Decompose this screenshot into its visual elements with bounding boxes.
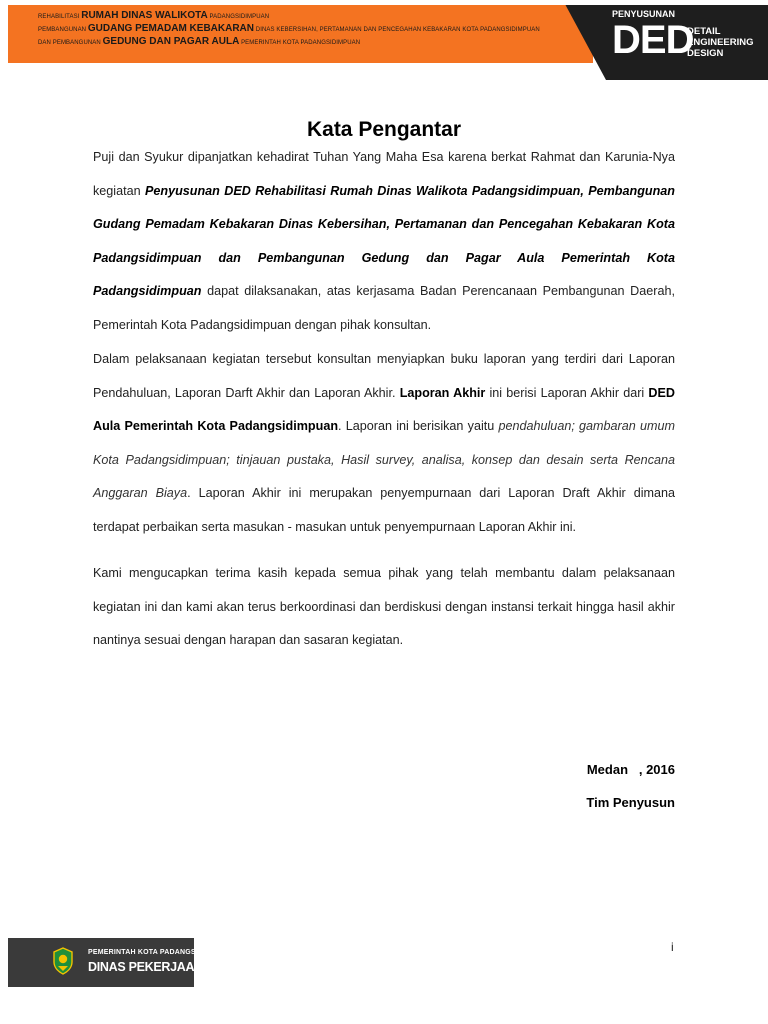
p2-text-3: ini berisi Laporan Akhir dari xyxy=(485,385,649,400)
page-title: Kata Pengantar xyxy=(306,118,462,141)
p1-text-3: dapat dilaksanakan, atas kerjasama Badan Perencanaan Pembangunan Daerah, Pemerintah Kota Padangsidimpuan dengan pihak konsultan. xyxy=(93,284,675,332)
header-line-2-prefix: PEMBANGUNAN xyxy=(38,27,87,33)
government-emblem-icon xyxy=(52,947,74,975)
p2-text-5: . Laporan ini berisikan yaitu xyxy=(338,419,499,433)
p1-project-names: Penyusunan DED Rehabilitasi Rumah Dinas Walikota Padangsidimpuan, Pembangunan Gudang Pemadam Kebakaran Dinas Kebersihan, Pertamanan dan Pencegahan Kebakaran Kota Padangsidimpuan dan Pembangunan Gedung dan Pagar Aula Pemerintah Kota Padangsidimpuan xyxy=(93,183,675,298)
header-line-3-suffix: PEMERINTAH KOTA PADANGSIDIMPUAN xyxy=(241,40,361,46)
ded-words xyxy=(687,26,754,59)
p1-text-1: Puji dan Syukur dipanjatkan kehadirat Tuhan Yang Maha Esa karena berkat Rahmat dan Karunia-Nya kegiatan xyxy=(93,150,675,198)
header-line-3-prefix: DAN PEMBANGUNAN xyxy=(38,40,101,46)
header-line-2-suffix: DINAS KEBERSIHAN, PERTAMANAN DAN PENCEGAHAN KEBAKARAN KOTA PADANGSIDIMPUAN xyxy=(255,27,540,33)
footer-line-1: PEMERINTAH KOTA PADANGSIDIMPUAN xyxy=(88,949,232,956)
ded-logo-text: DED xyxy=(612,18,694,62)
header-line-1-bold: RUMAH DINAS WALIKOTA xyxy=(81,10,208,21)
p2-text-7: . Laporan Akhir ini merupakan penyempurnaan dari Laporan Draft Akhir dimana terdapat perbaikan serta masukan - masukan untuk penyempurnaan Laporan Akhir ini. xyxy=(93,486,675,534)
header-line-3-bold: GEDUNG DAN PAGAR AULA xyxy=(102,36,240,47)
ded-word-design: DESIGN xyxy=(687,48,724,59)
ded-word-detail: DETAIL xyxy=(687,26,721,37)
p2-text-1: Dalam pelaksanaan kegiatan tersebut konsultan menyiapkan buku laporan yang terdiri dari Laporan Pendahuluan, Laporan Darft Akhir dan Laporan Akhir. xyxy=(93,352,675,400)
header-line-1-prefix: REHABILITASI xyxy=(38,14,80,20)
paragraph-1 xyxy=(93,141,675,342)
footer-badge xyxy=(8,938,244,987)
header-project-title xyxy=(38,10,540,49)
p2-contents-list: pendahuluan; gambaran umum Kota Padangsidimpuan; tinjauan pustaka, Hasil survey, analisa, konsep dan desain serta Rencana Anggaran Biaya xyxy=(93,419,675,500)
p2-ded-aula: DED Aula Pemerintah Kota Padangsidimpuan xyxy=(93,385,676,433)
header-line-1 xyxy=(38,10,540,23)
ded-caption: PENYUSUNAN xyxy=(612,9,676,19)
header-line-2-bold: GUDANG PEMADAM KEBAKARAN xyxy=(87,23,254,34)
p2-laporan-akhir: Laporan Akhir xyxy=(399,385,486,400)
header-line-2 xyxy=(38,23,540,36)
header-line-3 xyxy=(38,36,540,49)
paragraph-3: Kami mengucapkan terima kasih kepada semua pihak yang telah membantu dalam pelaksanaan kegiatan ini dan kami akan terus berkoordinasi dan berdiskusi dengan instansi terkait hingga hasil akhir nantinya sesuai dengan harapan dan sasaran kegiatan. xyxy=(93,566,675,647)
page-number: i xyxy=(671,940,674,954)
footer-line-2: DINAS PEKERJAAN UMUM xyxy=(88,960,244,974)
header-line-1-suffix: PADANGSIDIMPUAN xyxy=(209,14,270,20)
signature-place-date: Medan , 2016 xyxy=(586,762,675,777)
paragraph-2 xyxy=(93,343,675,544)
ded-word-engineering: ENGINEERING xyxy=(687,37,754,48)
signature-team: Tim Penyusun xyxy=(586,795,675,810)
